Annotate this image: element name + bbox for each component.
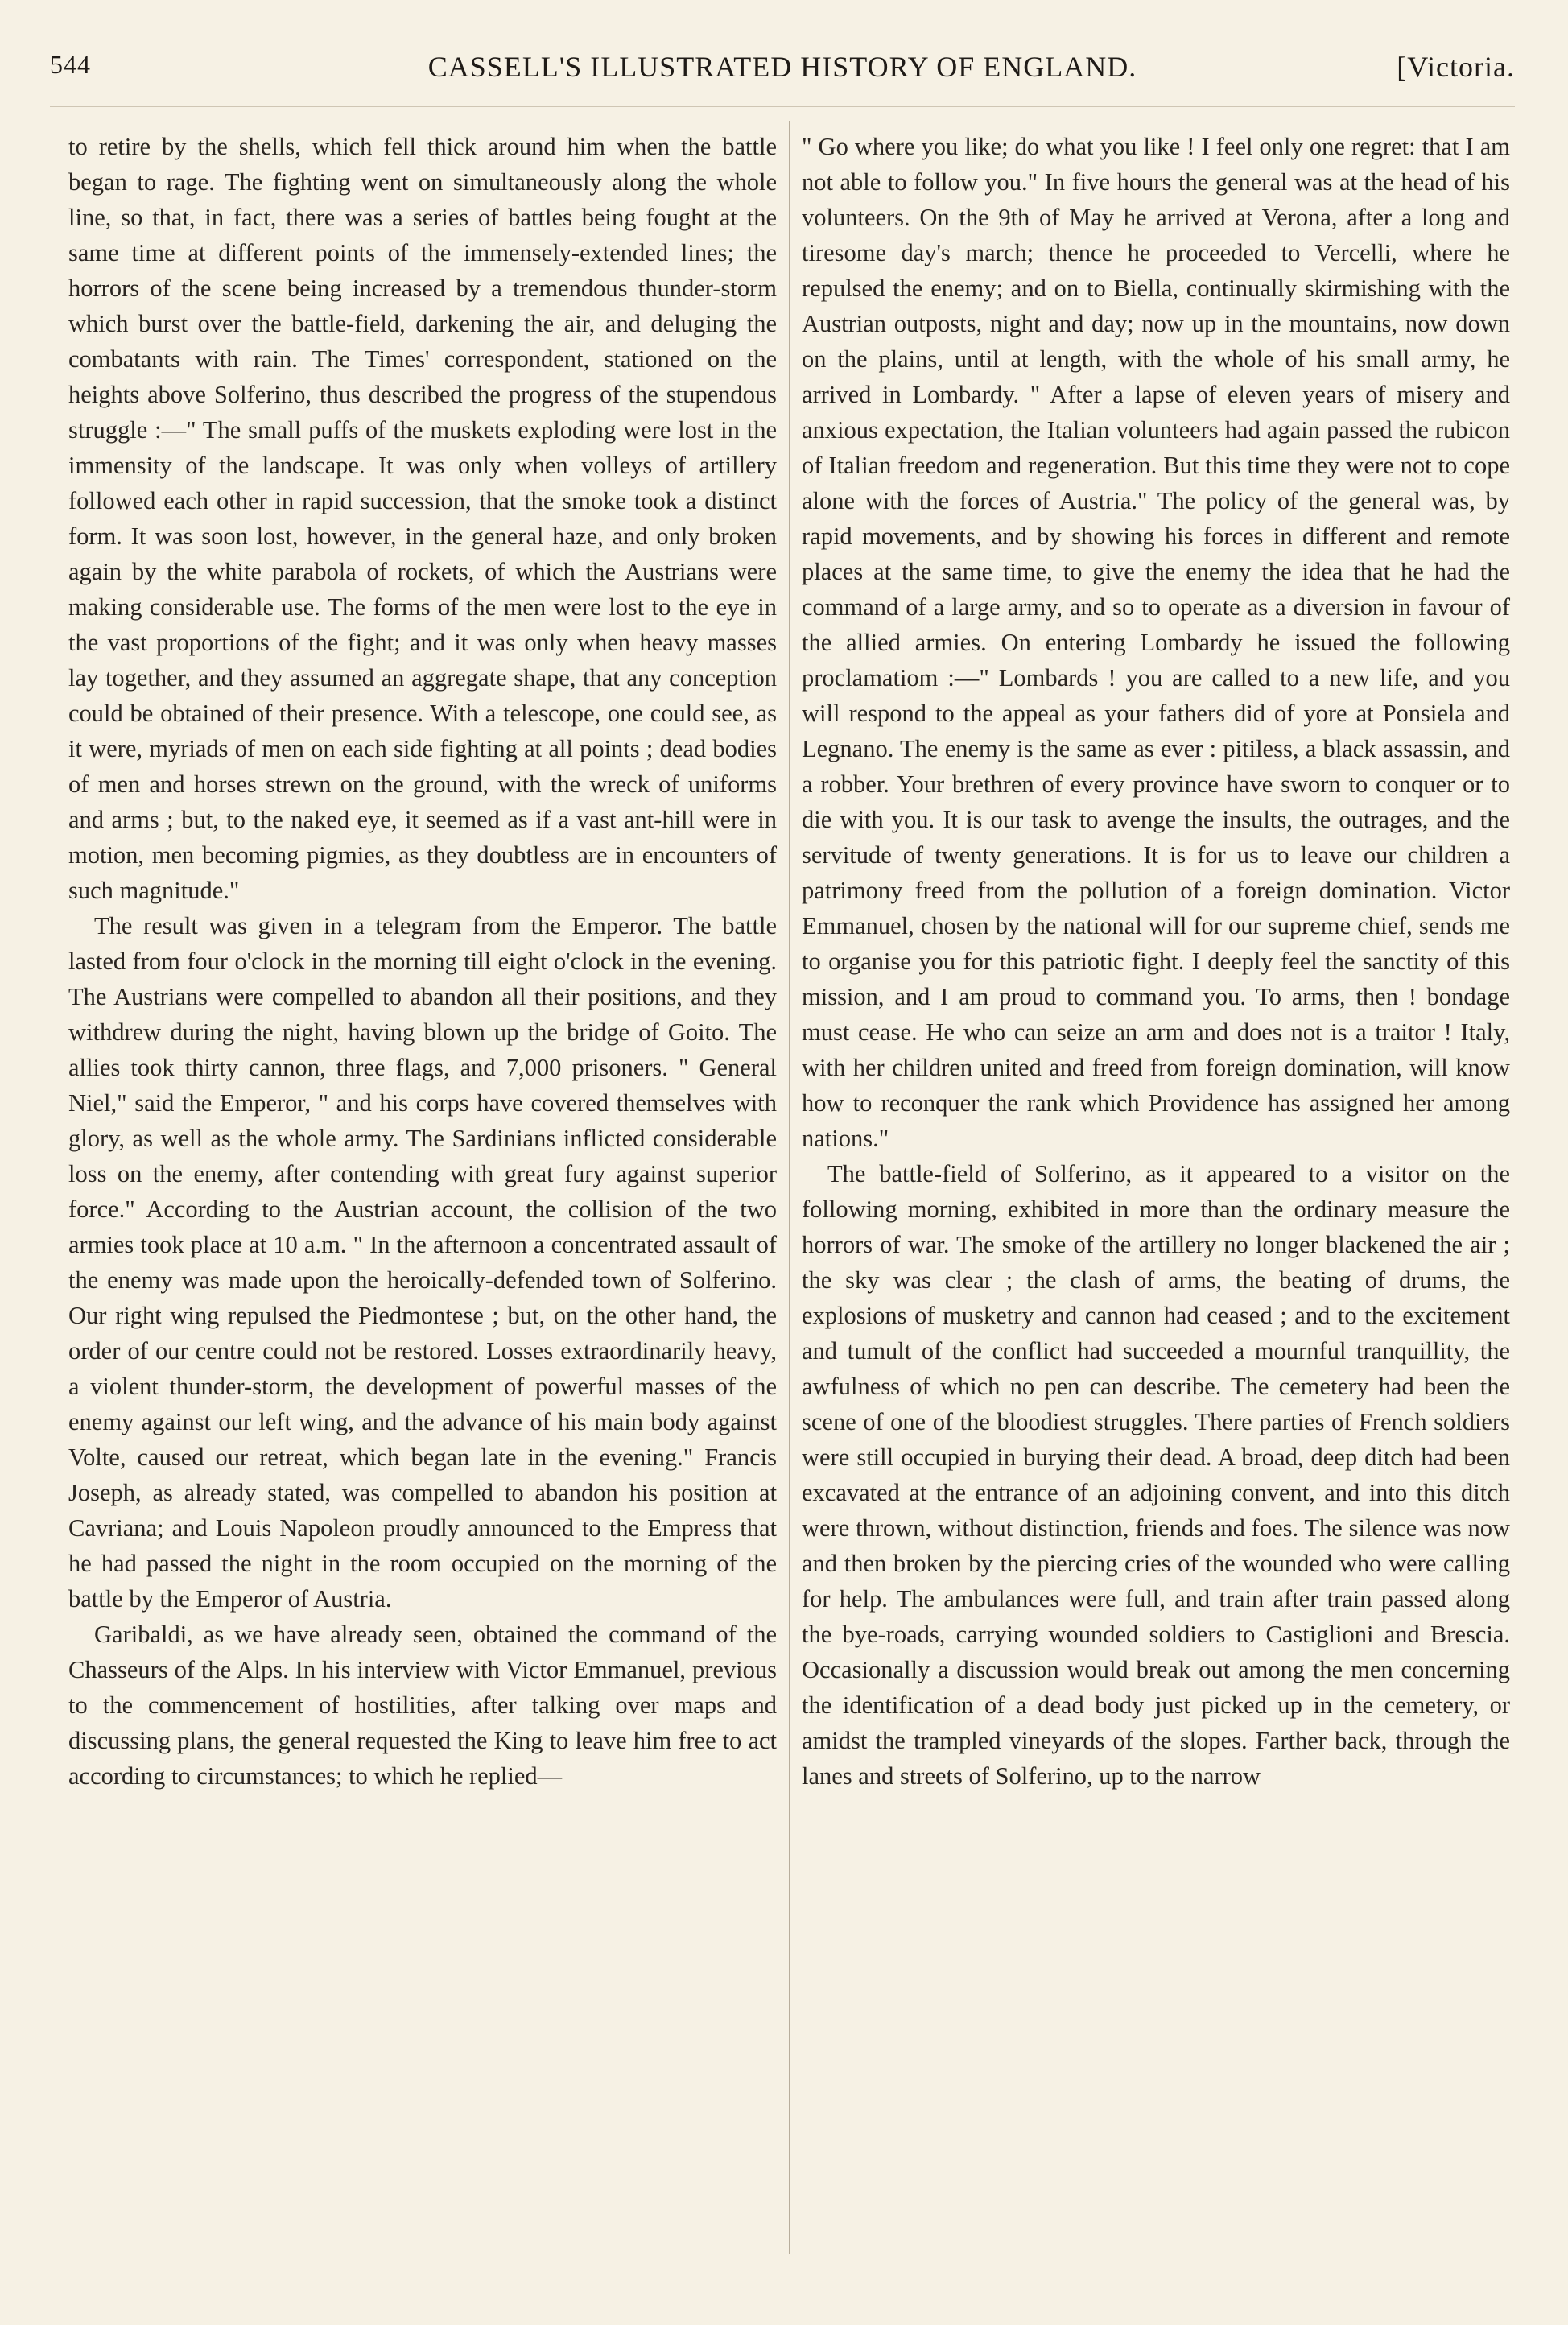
paragraph: The battle-field of Solferino, as it appeared to a visitor on the following morning, exhibited in more than the ordinary measure the horrors of war. The smoke of the artillery no longer blackened the air ; the sky was clear ; the clash of arms, the beating of drums, the explosions of musketry and cannon had ceased ; and to the excitement and tumult of the conflict had succeeded a mournful tranquillity, the awfulness of which no pen can describe. The cemetery had been the scene of one of the bloodiest struggles. There parties of French soldiers were still occupied in burying their dead. A broad, deep ditch had been excavated at the entrance of an adjoining convent, and into this ditch were thrown, without distinction, friends and foes. The silence was now and then broken by the piercing cries of the wounded who were calling for help. The ambulances were full, and train after train passed along the bye-roads, carrying wounded soldiers to Castiglioni and Brescia. Occasionally a discussion would break out among the men concerning the identification of a dead body just picked up in the cemetery, or amidst the trampled vineyards of the slopes. Farther back, through the lanes and streets of Solferino, up to the narrow [802, 1160, 1510, 1790]
left-column [68, 129, 777, 1794]
page-number: 544 [50, 50, 91, 79]
running-title: CASSELL'S ILLUSTRATED HISTORY OF ENGLAND. [427, 51, 1137, 83]
paragraph: " Go where you like; do what you like ! I feel only one regret: that I am not able to follow you." In five hours the general was at the head of his volunteers. On the 9th of May he arrived at Verona, after a long and tiresome day's march; thence he proceeded to Vercelli, where he repulsed the enemy; and on to Biella, continually skirmishing with the Austrian outposts, night and day; now up in the mountains, now down on the plains, until at length, with the whole of his small army, he arrived in Lombardy. " After a lapse of eleven years of misery and anxious expectation, the Italian volunteers had again passed the rubicon of Italian freedom and regeneration. But this time they were not to cope alone with the forces of Austria." The policy of the general was, by rapid movements, and by showing his forces in different and remote places at the same time, to give the enemy the idea that he had the command of a large army, and so to operate as a diversion in favour of the allied armies. On entering Lombardy he issued the following proclamatiom :—" Lombards ! you are called to a new life, and you will respond to the appeal as your fathers did of yore at Ponsiela and Legnano. The enemy is the same as ever : pitiless, a black assassin, and a robber. Your brethren of every province have sworn to conquer or to die with you. It is our task to avenge the insults, the outrages, and the servitude of twenty generations. It is for us to leave our children a patrimony freed from the pollution of a foreign domination. Victor Emmanuel, chosen by the national will for our supreme chief, sends me to organise you for this patriotic fight. I deeply feel the sanctity of this mission, and I am proud to command you. To arms, then ! bondage must cease. He who can seize an arm and does not is a traitor ! Italy, with her children united and freed from foreign domination, will know how to reconquer the rank which Providence has assigned her among nations." [802, 133, 1510, 1152]
column-divider [789, 121, 790, 2254]
header-rule [50, 106, 1515, 107]
page-header [50, 50, 1515, 95]
paragraph: to retire by the shells, which fell thick around him when the battle began to rage. The fighting went on simultaneously along the whole line, so that, in fact, there was a series of battles being fought at the same time at different points of the immensely-extended lines; the horrors of the scene being increased by a tremendous thunder-storm which burst over the battle-field, darkening the air, and deluging the combatants with rain. The Times' correspondent, stationed on the heights above Solferino, thus described the progress of the stupendous struggle :—" The small puffs of the muskets exploding were lost in the immensity of the landscape. It was only when volleys of artillery followed each other in rapid succession, that the smoke took a distinct form. It was soon lost, however, in the general haze, and only broken again by the white parabola of rockets, of which the Austrians were making considerable use. The forms of the men were lost to the eye in the vast proportions of the fight; and it was only when heavy masses lay together, and they assumed an aggregate shape, that any conception could be obtained of their presence. With a telescope, one could see, as it were, myriads of men on each side fighting at all points ; dead bodies of men and horses strewn on the ground, with the wreck of uniforms and arms ; but, to the naked eye, it seemed as if a vast ant-hill were in motion, men becoming pigmies, as they doubtless are in encounters of such magnitude." [68, 133, 777, 904]
paragraph: The result was given in a telegram from the Emperor. The battle lasted from four o'clock in the morning till eight o'clock in the evening. The Austrians were compelled to abandon all their positions, and they withdrew during the night, having blown up the bridge of Goito. The allies took thirty cannon, three flags, and 7,000 prisoners. " General Niel," said the Emperor, " and his corps have covered themselves with glory, as well as the whole army. The Sardinians inflicted considerable loss on the enemy, after contending with great fury against superior force." According to the Austrian account, the collision of the two armies took place at 10 a.m. " In the afternoon a concentrated assault of the enemy was made upon the heroically-defended town of Solferino. Our right wing repulsed the Piedmontese ; but, on the other hand, the order of our centre could not be restored. Losses extraordinarily heavy, a violent thunder-storm, the development of powerful masses of the enemy against our left wing, and the advance of his main body against Volte, caused our retreat, which began late in the evening." Francis Joseph, as already stated, was compelled to abandon his position at Cavriana; and Louis Napoleon proudly announced to the Empress that he had passed the night in the room occupied on the morning of the battle by the Emperor of Austria. [68, 912, 777, 1613]
right-column [802, 129, 1510, 1794]
paragraph: Garibaldi, as we have already seen, obtained the command of the Chasseurs of the Alps. In his interview with Victor Emmanuel, previous to the commencement of hostilities, after talking over maps and discussing plans, the general requested the King to leave him free to act according to circumstances; to which he replied— [68, 1621, 777, 1790]
section-tag: [Victoria. [1397, 51, 1515, 83]
